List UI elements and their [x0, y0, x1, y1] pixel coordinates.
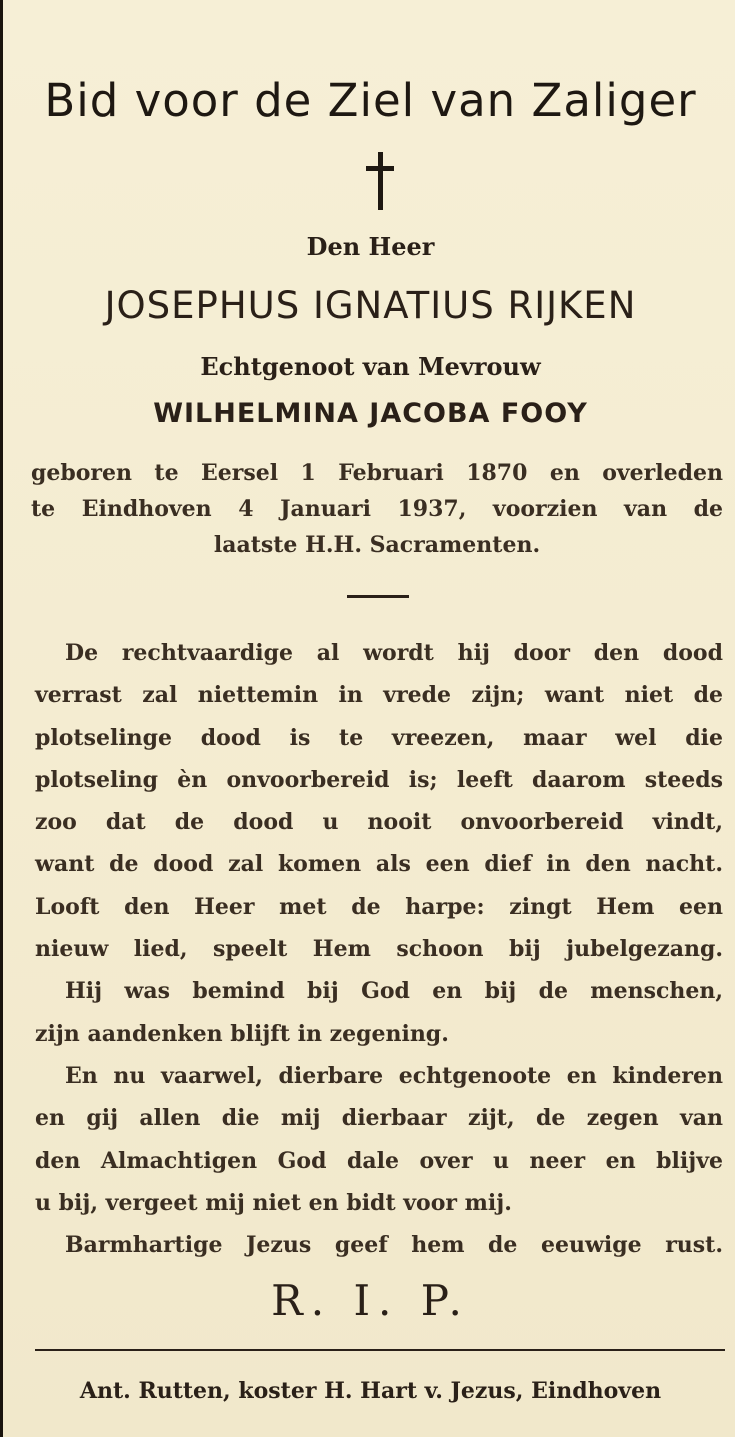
- spouse-name: WILHELMINA JACOBA FOOY: [153, 398, 588, 429]
- divider: [347, 595, 409, 598]
- cross-icon: [366, 152, 394, 212]
- printer-line: Ant. Rutten, koster H. Hart v. Jezus, Eindhoven: [79, 1378, 662, 1404]
- text-line: De rechtvaardige al wordt hij door den dood: [65, 640, 723, 666]
- text-line: zijn aandenken blijft in zegening.: [35, 1020, 449, 1047]
- text-line: En nu vaarwel, dierbare echtgenoote en kinderen: [65, 1062, 723, 1089]
- text-line: want de dood zal komen als een dief in den nacht.: [35, 851, 723, 878]
- text-line: nieuw lied, speelt Hem schoon bij jubelgezang.: [35, 936, 723, 963]
- rip: R. I. P.: [271, 1276, 470, 1325]
- title-prefix: Den Heer: [306, 232, 435, 261]
- text-line: plotselinge dood is te vreezen, maar wel die: [35, 724, 723, 751]
- heading: Bid voor de Ziel van Zaliger: [44, 74, 697, 127]
- text-line: Barmhartige Jezus geef hem de eeuwige rust.: [65, 1232, 723, 1259]
- text-line: Hij was bemind bij God en bij de menschen,: [65, 978, 723, 1005]
- text-line: verrast zal niettemin in vrede zijn; want niet de: [35, 682, 723, 709]
- bottom-divider: [35, 1349, 725, 1351]
- text-line: plotseling èn onvoorbereid is; leeft daarom steeds: [35, 766, 723, 793]
- biography: [31, 455, 723, 563]
- text-line: zoo dat de dood u nooit onvoorbereid vindt,: [35, 809, 723, 836]
- text-line: u bij, vergeet mij niet en bidt voor mij.: [35, 1189, 512, 1216]
- text-line: en gij allen die mij dierbaar zijt, de zegen van: [35, 1105, 723, 1132]
- bio-line: laatste H.H. Sacramenten.: [213, 532, 541, 558]
- text-line: Looft den Heer met de harpe: zingt Hem een: [35, 893, 723, 920]
- text-line: den Almachtigen God dale over u neer en blijve: [35, 1147, 723, 1174]
- bio-line: geboren te Eersel 1 Februari 1870 en overleden: [31, 460, 723, 486]
- bio-line: te Eindhoven 4 Januari 1937, voorzien van de: [31, 496, 723, 522]
- prayer-text: [35, 632, 723, 1266]
- deceased-name: JOSEPHUS IGNATIUS RIJKEN: [104, 284, 637, 327]
- spouse-intro: Echtgenoot van Mevrouw: [200, 352, 541, 381]
